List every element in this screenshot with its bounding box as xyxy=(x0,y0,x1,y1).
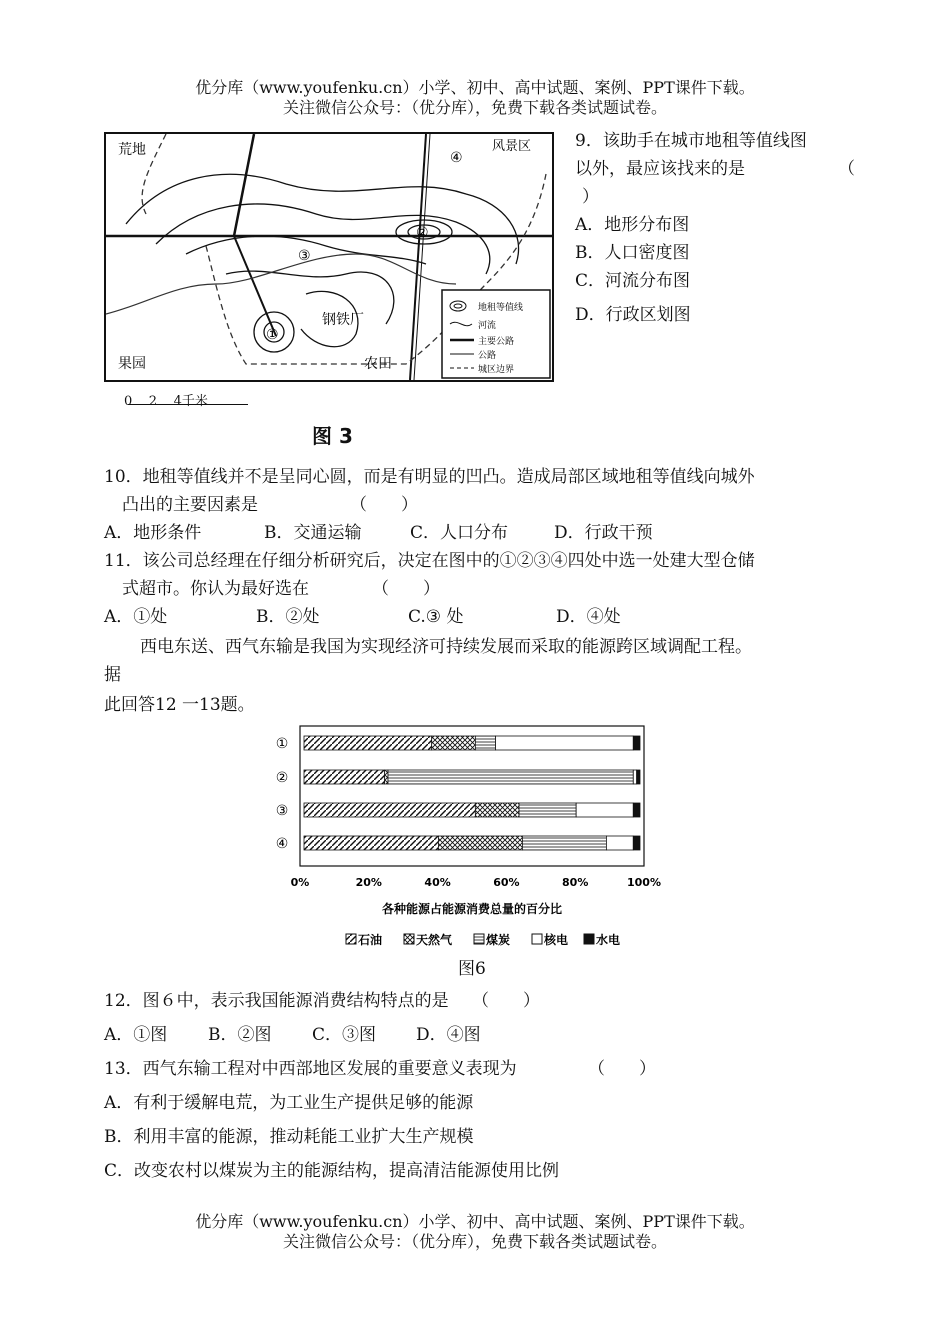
map-marker-4: ④ xyxy=(450,150,463,166)
map-scale xyxy=(124,394,208,413)
map-drawing xyxy=(106,134,552,380)
chart-category-label: ④ xyxy=(275,836,289,852)
bar-segment-nuclear xyxy=(496,736,634,750)
bar-segment-hydro xyxy=(633,836,640,850)
header-line-2: 关注微信公众号：（优分库），免费下载各类试题试卷。 xyxy=(282,98,667,117)
legend-swatch-coal xyxy=(474,934,484,944)
header-line-1: 优分库（www.youfenku.cn）小学、初中、高中试题、案例、PPT课件下载。 xyxy=(195,78,755,97)
legend-item-boundary: 城区边界 xyxy=(478,365,515,375)
q12-option-a: A．①图 xyxy=(104,1025,168,1045)
chart-tick-label: 60% xyxy=(493,876,520,889)
map-marker-3: ③ xyxy=(298,248,311,264)
legend-swatch-nuclear xyxy=(532,934,542,944)
chart-tick-label: 40% xyxy=(424,876,451,889)
legend-item-main-road: 主要公路 xyxy=(478,337,515,347)
bar-segment-coal xyxy=(475,736,495,750)
q12-paren: （ ） xyxy=(472,991,540,1011)
q11-option-d: D．④处 xyxy=(556,607,621,627)
bar-segment-nuclear xyxy=(633,770,636,784)
chart-category-label: ① xyxy=(275,736,289,752)
legend-label-hydro: 水电 xyxy=(596,933,621,947)
q9-line1: 9．该助手在城市地租等值线图 xyxy=(575,131,807,151)
legend-item-contour: 地租等值线 xyxy=(478,303,524,313)
q12-option-d: D．④图 xyxy=(416,1025,481,1045)
bar-segment-oil xyxy=(304,736,432,750)
q12-line1: 12．图６中，表示我国能源消费结构特点的是 xyxy=(104,991,449,1011)
q11-option-c: C.③ 处 xyxy=(408,607,464,627)
q9-option-a: A．地形分布图 xyxy=(575,215,690,235)
map-scale-label: 0 2 4千米 xyxy=(124,394,208,409)
bar-segment-gas xyxy=(432,736,476,750)
legend-swatch-hydro xyxy=(584,934,594,944)
chart-category-label: ② xyxy=(275,770,289,786)
bar-segment-nuclear xyxy=(606,836,633,850)
q10-option-b: B．交通运输 xyxy=(264,523,362,543)
q9-option-b: B．人口密度图 xyxy=(575,243,690,263)
q10-option-c: C．人口分布 xyxy=(410,523,509,543)
q10-line1: 10．地租等值线并不是呈同心圆，而是有明显的凹凸。造成局部区域地租等值线向城外 xyxy=(104,467,755,487)
intro-line3: 此回答12 一13题。 xyxy=(104,695,255,715)
q9-paren-open: （ xyxy=(838,159,855,179)
footer-line-2: 关注微信公众号：（优分库），免费下载各类试题试卷。 xyxy=(282,1232,667,1251)
q13-line1: 13．西气东输工程对中西部地区发展的重要意义表现为 xyxy=(104,1059,517,1079)
map-label-top-left: 荒地 xyxy=(118,142,146,158)
map-label-bottom-left: 果园 xyxy=(118,356,146,372)
q11-option-a: A．①处 xyxy=(104,607,168,627)
legend-label-coal: 煤炭 xyxy=(486,933,511,947)
intro-line1: 西电东送、西气东输是我国为实现经济可持续发展而采取的能源跨区域调配工程。 xyxy=(140,637,752,657)
bar-segment-hydro xyxy=(633,803,640,817)
bar-segment-gas xyxy=(438,836,522,850)
chart-tick-label: 20% xyxy=(355,876,382,889)
bar-segment-nuclear xyxy=(576,803,633,817)
q10-paren: （ ） xyxy=(350,495,418,515)
q12-option-c: C．③图 xyxy=(312,1025,377,1045)
legend-label-nuclear: 核电 xyxy=(544,933,569,947)
q10-line2: 凸出的主要因素是 xyxy=(122,495,258,515)
footer-line-1: 优分库（www.youfenku.cn）小学、初中、高中试题、案例、PPT课件下载。 xyxy=(195,1212,755,1231)
legend-label-oil: 石油 xyxy=(358,933,383,947)
q13-option-a: A．有利于缓解电荒，为工业生产提供足够的能源 xyxy=(104,1093,474,1113)
map-label-top-right: 风景区 xyxy=(492,139,532,154)
figure6-caption: 图6 xyxy=(458,959,486,979)
q11-paren: （ ） xyxy=(372,579,440,599)
q9-paren-close: ） xyxy=(582,187,599,207)
q10-option-a: A．地形条件 xyxy=(104,523,202,543)
q10-option-d: D．行政干预 xyxy=(554,523,653,543)
bar-segment-gas xyxy=(475,803,519,817)
q12-option-b: B．②图 xyxy=(208,1025,272,1045)
bar-segment-oil xyxy=(304,770,385,784)
legend-label-gas: 天然气 xyxy=(416,933,453,947)
figure3-map xyxy=(104,132,554,382)
bar-segment-coal xyxy=(519,803,576,817)
bar-segment-oil xyxy=(304,803,475,817)
figure3-caption: 图 3 xyxy=(312,424,353,448)
map-marker-1: ① xyxy=(266,327,279,343)
bar-segment-hydro xyxy=(637,770,640,784)
chart-category-label: ③ xyxy=(275,803,289,819)
q13-paren: （ ） xyxy=(588,1059,656,1079)
bar-segment-oil xyxy=(304,836,438,850)
chart-tick-label: 100% xyxy=(627,876,661,889)
q9-option-c: C．河流分布图 xyxy=(575,271,691,291)
q9-line2: 以外，最应该找来的是 xyxy=(575,159,745,179)
q11-option-b: B．②处 xyxy=(256,607,320,627)
chart-tick-label: 80% xyxy=(562,876,589,889)
legend-item-road: 公路 xyxy=(478,351,497,361)
legend-swatch-gas xyxy=(404,934,414,944)
map-label-steel: 钢铁厂 xyxy=(322,312,364,328)
q13-option-b: B．利用丰富的能源，推动耗能工业扩大生产规模 xyxy=(104,1127,474,1147)
bar-segment-coal xyxy=(522,836,606,850)
legend-item-river: 河流 xyxy=(478,321,497,331)
intro-line2: 据 xyxy=(104,665,121,685)
q11-line1: 11．该公司总经理在仔细分析研究后，决定在图中的①②③④四处中选一处建大型仓储 xyxy=(104,551,755,571)
figure6-chart xyxy=(260,720,680,955)
q9-option-d: D．行政区划图 xyxy=(575,305,691,325)
legend-swatch-oil xyxy=(346,934,356,944)
map-label-bottom-right: 农田 xyxy=(364,356,392,372)
bar-segment-hydro xyxy=(633,736,640,750)
chart-xlabel: 各种能源占能源消费总量的百分比 xyxy=(381,902,563,916)
q11-line2: 式超市。你认为最好选在 xyxy=(122,579,309,599)
map-marker-2: ② xyxy=(416,225,429,241)
bar-segment-gas xyxy=(385,770,388,784)
q13-option-c: C．改变农村以煤炭为主的能源结构，提高清洁能源使用比例 xyxy=(104,1161,560,1181)
bar-segment-coal xyxy=(388,770,633,784)
chart-tick-label: 0% xyxy=(290,876,310,889)
